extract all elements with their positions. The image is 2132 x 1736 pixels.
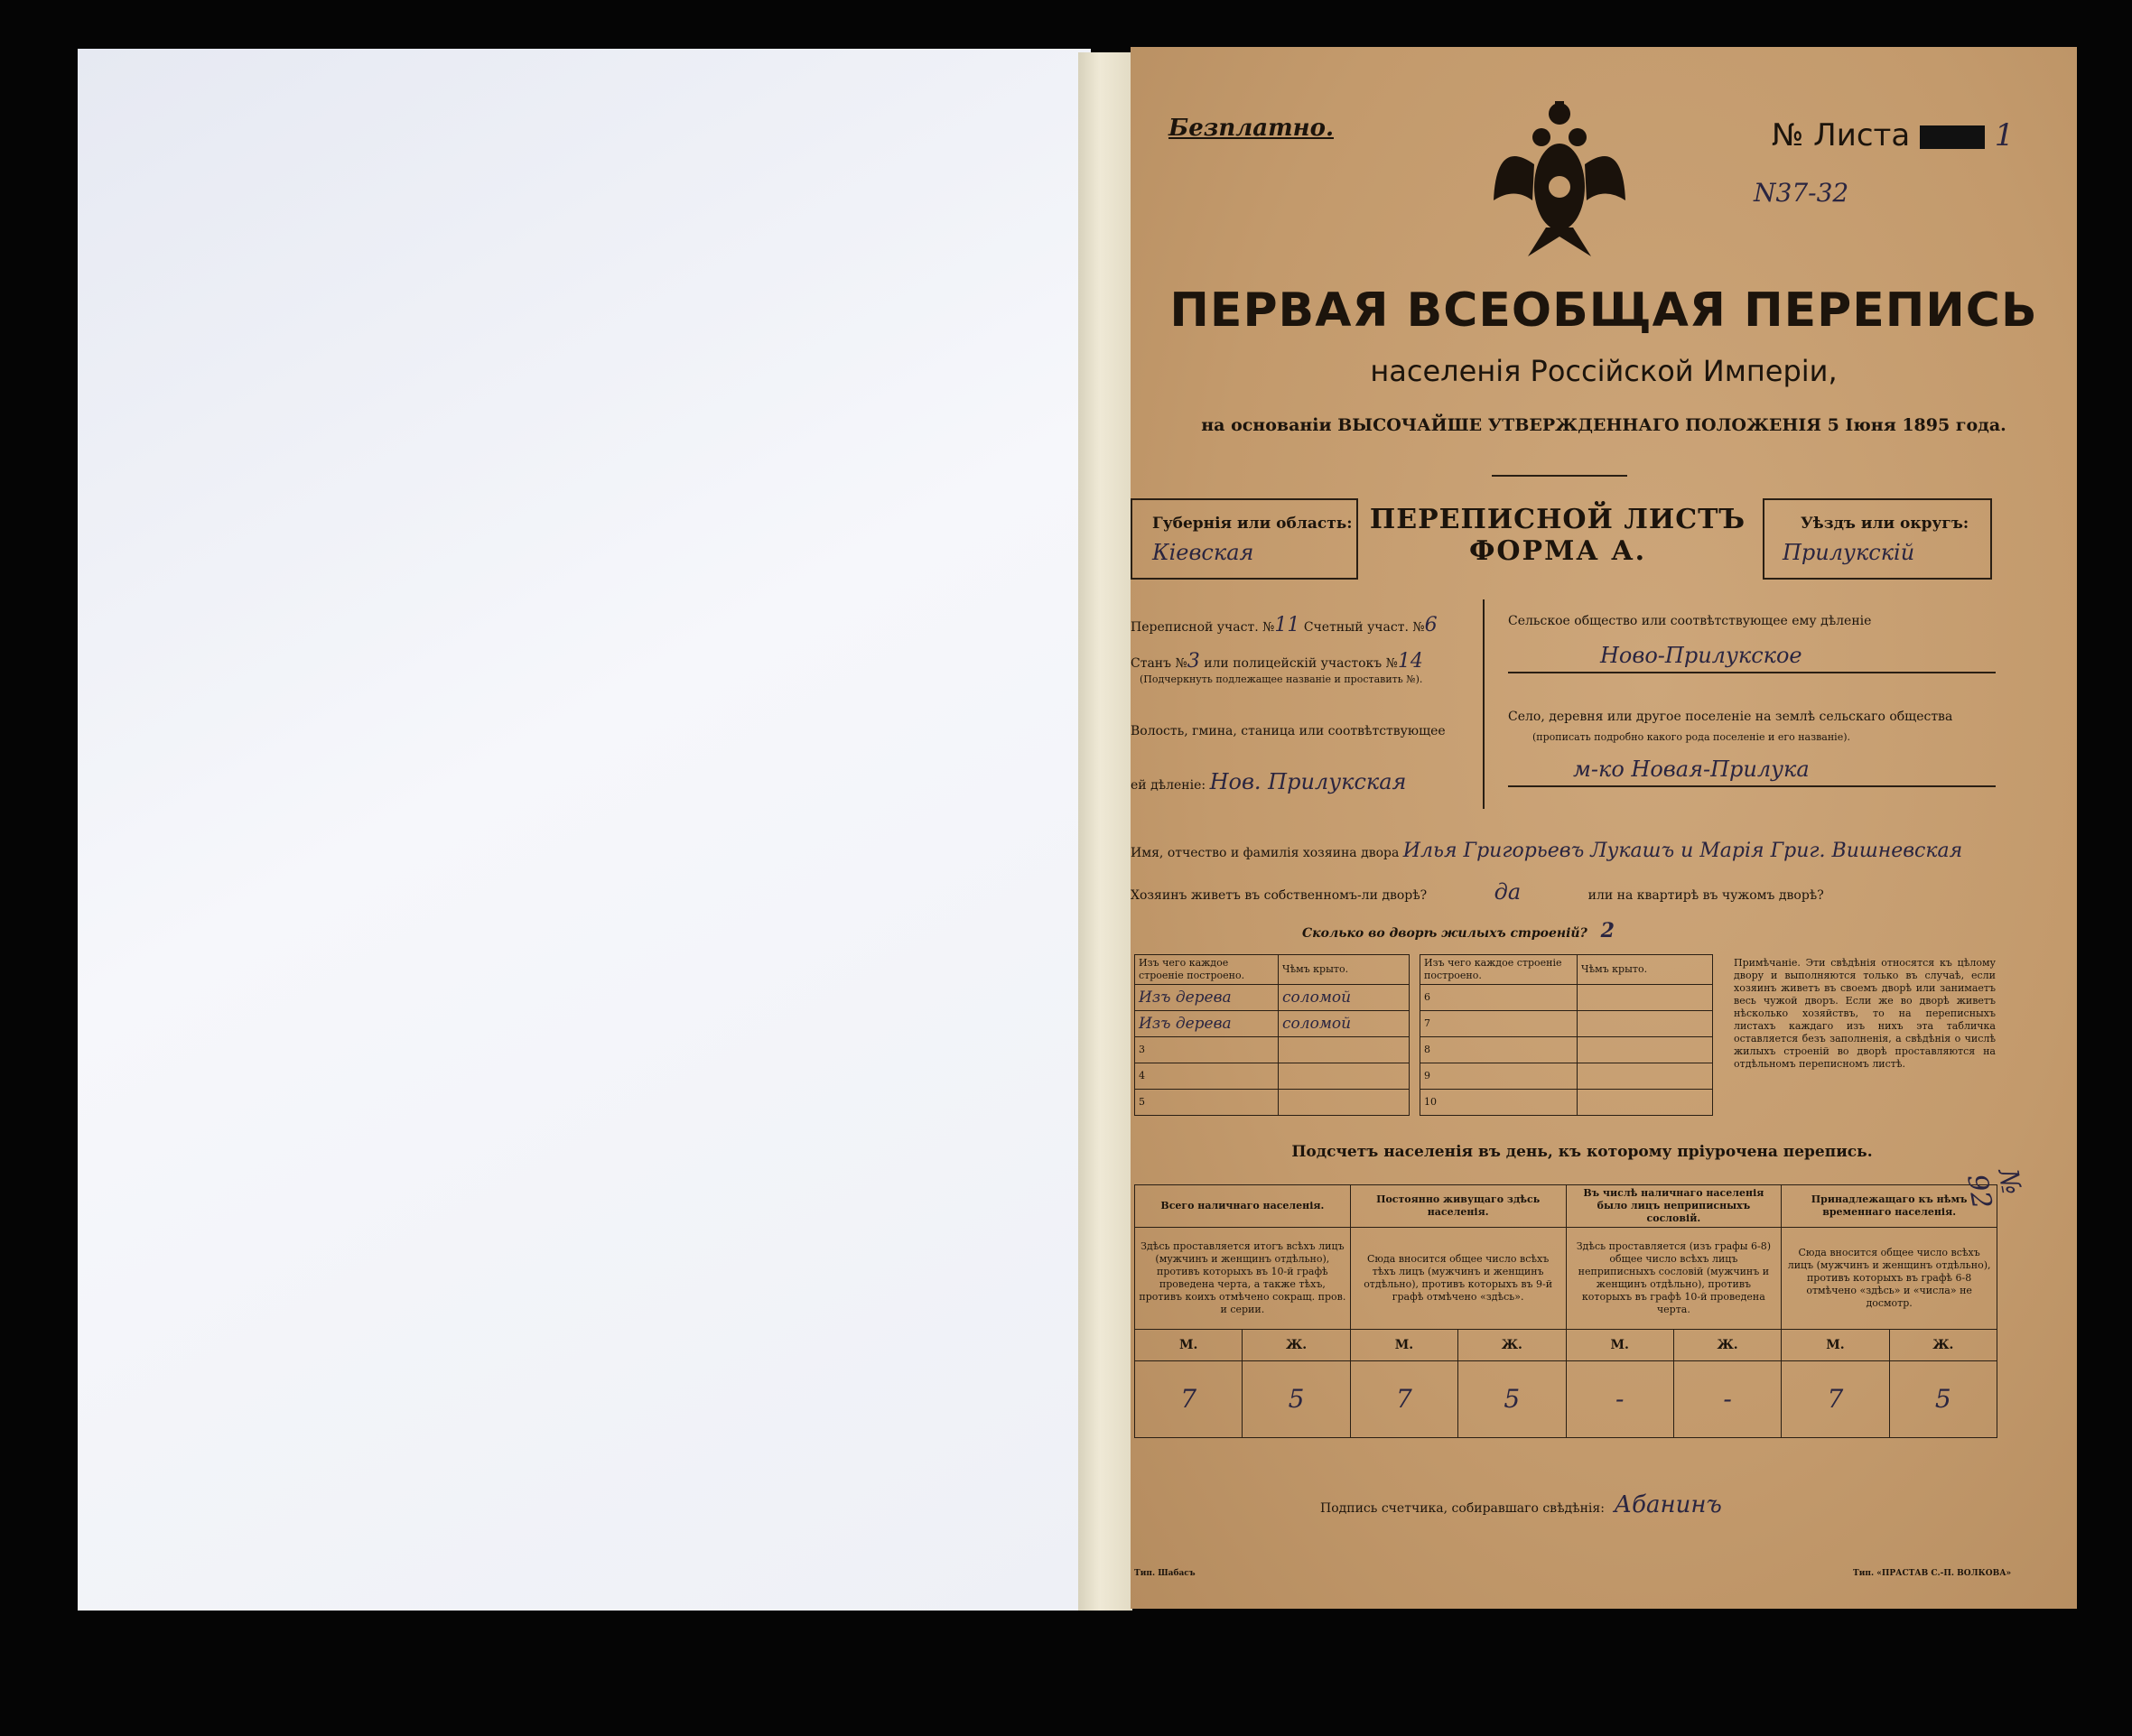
- count-value: -: [1566, 1361, 1673, 1438]
- count-desc: Сюда вносится общее число всѣхъ тѣхъ лицъ (мужчинъ и женщинъ отдѣльно), противъ которыхъ въ 9-й графѣ отмѣчено «здѣсь».: [1350, 1228, 1566, 1330]
- building-material: Изъ дерева: [1135, 985, 1279, 1011]
- redaction-bar: [1920, 125, 1985, 149]
- building-roof: [1279, 1090, 1410, 1116]
- document-subtitle: населенія Россійской Имперіи,: [1370, 354, 1838, 388]
- building-roof: соломой: [1279, 1011, 1410, 1037]
- uezd-box: [1763, 498, 1992, 580]
- gubernia-box: [1131, 498, 1358, 580]
- uezd-label: Уѣздъ или округъ:: [1801, 515, 1969, 533]
- building-number: 3: [1135, 1037, 1279, 1063]
- document-basis: на основаніи ВЫСОЧАЙШЕ УТВЕРЖДЕННАГО ПОЛОЖЕНІЯ 5 Іюня 1895 года.: [1201, 415, 2006, 435]
- form-title: ПЕРЕПИСНОЙ ЛИСТЪ: [1369, 504, 1746, 535]
- count-value: -: [1673, 1361, 1781, 1438]
- lives-value: да: [1494, 879, 1522, 905]
- selo-note: (прописать подробно какого рода поселеніе и его названіе).: [1532, 731, 1850, 743]
- count-header: Въ числѣ наличнаго населенія было лицъ неприписныхъ сословій.: [1566, 1185, 1782, 1228]
- imperial-eagle-icon: [1492, 101, 1627, 259]
- selo-value: м-ко Новая-Прилука: [1573, 757, 1810, 782]
- signature-row: Подпись счетчика, собиравшаго свѣдѣнія: Абанинъ: [1320, 1491, 1722, 1518]
- building-roof: [1279, 1063, 1410, 1090]
- buildings-value: 2: [1600, 919, 1615, 942]
- volost-value: Нов. Прилукская: [1209, 769, 1407, 794]
- owner-row: Имя, отчество и фамилія хозяина двора Илья Григорьевъ Лукашъ и Марія Григ. Вишневская: [1131, 840, 1963, 862]
- count-value: 7: [1782, 1361, 1889, 1438]
- printer-left: Тип. Шабасъ: [1134, 1569, 1196, 1578]
- sheet-number-label: № Листа 1: [1772, 117, 2015, 153]
- building-roof: соломой: [1279, 985, 1410, 1011]
- buildings-row: Сколько во дворѣ жилыхъ строеній? 2: [1302, 919, 1615, 942]
- count-value: 7: [1135, 1361, 1243, 1438]
- count-title: Подсчетъ населенія въ день, къ которому пріурочена перепись.: [1291, 1143, 1873, 1161]
- count-header: Всего наличнаго населенія.: [1135, 1185, 1351, 1228]
- building-number: 8: [1420, 1037, 1578, 1063]
- count-value: 7: [1350, 1361, 1457, 1438]
- margin-hand: № 92: [1960, 1166, 2027, 1211]
- col-male: М.: [1782, 1330, 1889, 1361]
- count-desc: Здѣсь проставляется итогъ всѣхъ лицъ (мужчинъ и женщинъ отдѣльно), противъ которыхъ въ 10-й графѣ проведена черта, а также тѣхъ, противъ коихъ отмѣчено сокращ. пров. и серии.: [1135, 1228, 1351, 1330]
- form-subtitle: ФОРМА А.: [1468, 535, 1647, 567]
- col-female: Ж.: [1889, 1330, 1997, 1361]
- underline: [1508, 785, 1996, 787]
- lives-row: Хозяинъ живетъ въ собственномъ-ли дворѣ? да или на квартирѣ въ чужомъ дворѣ?: [1131, 879, 1824, 905]
- col-male: М.: [1350, 1330, 1457, 1361]
- building-number: 5: [1135, 1090, 1279, 1116]
- buildings-note: Примѣчаніе. Эти свѣдѣнія относятся къ цѣлому двору и выполняются только въ случаѣ, если хозяинъ живетъ въ своемъ дворѣ или занимаетъ весь чужой дворъ. Если же во дворѣ живетъ нѣсколько хозяйствъ, то на переписныхъ листахъ каждаго изъ нихъ эта табличка оставляется безъ заполненія, а свѣдѣнія о числѣ жилыхъ строеній во дворѣ проставляются на отдѣльномъ переписномъ листѣ.: [1734, 957, 1996, 1070]
- population-count-table: [1134, 1184, 1997, 1438]
- buildings-table-left: [1134, 954, 1410, 1116]
- buildings-table-right: [1420, 954, 1713, 1116]
- col-male: М.: [1135, 1330, 1243, 1361]
- obshchestvo-label: Сельское общество или соотвѣтствующее ему дѣленіе: [1508, 614, 1872, 628]
- building-number: 4: [1135, 1063, 1279, 1090]
- building-roof: [1279, 1037, 1410, 1063]
- uezd-value: Прилукскій: [1783, 540, 1915, 565]
- stan-row: Станъ №3 или полицейскій участокъ №14: [1131, 650, 1423, 673]
- volost-label: Волость, гмина, станица или соотвѣтствующее: [1131, 724, 1446, 738]
- col-female: Ж.: [1458, 1330, 1566, 1361]
- cell: [1578, 1037, 1713, 1063]
- count-header: Принадлежащаго къ нѣмъ временнаго населенія.: [1782, 1185, 1997, 1228]
- binding-spine: [1078, 52, 1132, 1611]
- signature-value: Абанинъ: [1614, 1491, 1722, 1518]
- building-number: 9: [1420, 1063, 1578, 1090]
- volost-row: ей дѣленіе: Нов. Прилукская: [1131, 769, 1407, 794]
- col-roof: Чѣмъ крыто.: [1578, 955, 1713, 985]
- col-material: Изъ чего каждое строеніе построено.: [1420, 955, 1578, 985]
- count-value: 5: [1889, 1361, 1997, 1438]
- col-male: М.: [1566, 1330, 1673, 1361]
- underline: [1508, 672, 1996, 673]
- stan-note: (Подчеркнуть подлежащее названіе и проставить №).: [1140, 673, 1423, 685]
- cell: [1578, 1011, 1713, 1037]
- count-header: Постоянно живущаго здѣсь населенія.: [1350, 1185, 1566, 1228]
- ornament-divider: [1492, 475, 1627, 477]
- form-title-block: [1355, 504, 1761, 567]
- count-desc: Здѣсь проставляется (изъ графы 6-8) общее число всѣхъ лицъ неприписныхъ сословій (мужчинъ и женщинъ отдѣльно), противъ которыхъ въ графѣ 10-й проведена черта.: [1566, 1228, 1782, 1330]
- count-value: 5: [1458, 1361, 1566, 1438]
- gubernia-label: Губернія или область:: [1152, 515, 1353, 533]
- obshchestvo-value: Ново-Прилукское: [1600, 643, 1802, 668]
- count-value: 5: [1243, 1361, 1350, 1438]
- fields-divider: [1483, 599, 1485, 809]
- building-number: 7: [1420, 1011, 1578, 1037]
- col-female: Ж.: [1243, 1330, 1350, 1361]
- cell: [1578, 1090, 1713, 1116]
- blank-page: [78, 49, 1091, 1611]
- document-title: ПЕРВАЯ ВСЕОБЩАЯ ПЕРЕПИСЬ: [1169, 283, 2038, 338]
- printer-right: Тип. «ПРАСТАВ С.-П. ВОЛКОВА»: [1853, 1569, 2012, 1578]
- sheet-number-hand: 1: [1994, 117, 2015, 153]
- free-label: Безплатно.: [1168, 115, 1334, 142]
- uchastok-row: Переписной участ. №11 Счетный участ. №6: [1131, 614, 1438, 636]
- cell: [1578, 985, 1713, 1011]
- building-number: 6: [1420, 985, 1578, 1011]
- gubernia-value: Кіевская: [1152, 540, 1254, 565]
- reference-hand: N37-32: [1754, 178, 1849, 208]
- census-sheet: [1131, 47, 2077, 1609]
- cell: [1578, 1063, 1713, 1090]
- col-material: Изъ чего каждое строеніе построено.: [1135, 955, 1279, 985]
- building-number: 10: [1420, 1090, 1578, 1116]
- col-female: Ж.: [1673, 1330, 1781, 1361]
- selo-label: Село, деревня или другое поселеніе на землѣ сельскаго общества: [1508, 710, 1953, 724]
- count-desc: Сюда вносится общее число всѣхъ лицъ (мужчинъ и женщинъ отдѣльно), противъ которыхъ въ графѣ 6-8 отмѣчено «здѣсь» и «числа» не досмотр.: [1782, 1228, 1997, 1330]
- col-roof: Чѣмъ крыто.: [1279, 955, 1410, 985]
- owner-value: Илья Григорьевъ Лукашъ и Марія Григ. Вишневская: [1402, 840, 1963, 862]
- building-material: Изъ дерева: [1135, 1011, 1279, 1037]
